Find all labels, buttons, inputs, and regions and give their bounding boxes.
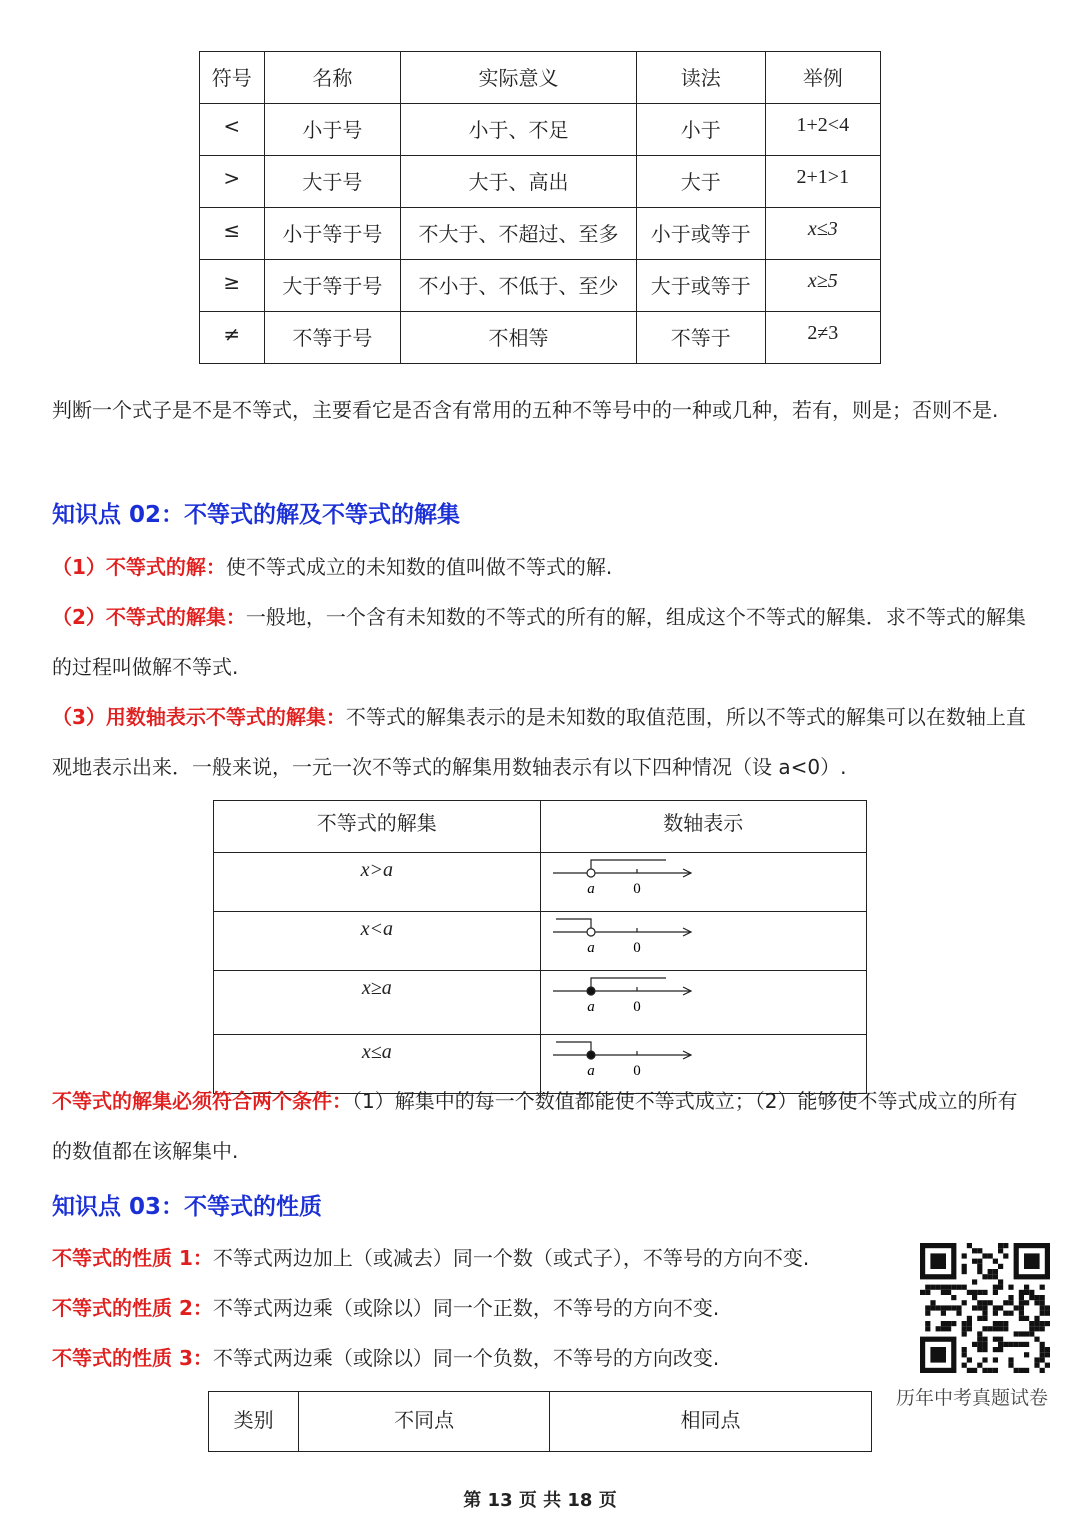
qr-module (1034, 1357, 1039, 1362)
axis-cell (540, 853, 866, 912)
qr-module (1034, 1321, 1039, 1326)
hollow-dot (587, 869, 595, 877)
qr-module (982, 1347, 987, 1352)
item-solution (52, 542, 1032, 592)
zero-label: 0 (632, 881, 641, 897)
qr-module (1008, 1300, 1013, 1305)
qr-module (962, 1347, 967, 1352)
qr-module (998, 1347, 1003, 1352)
table-cell: 1+2<4 (765, 104, 880, 156)
qr-module (977, 1363, 982, 1368)
qr-module (1003, 1300, 1008, 1305)
qr-module (1024, 1290, 1029, 1295)
qr-module (1034, 1326, 1039, 1331)
number-line-graphic (541, 971, 867, 1033)
qr-module (998, 1342, 1003, 1347)
qr-finder-core (930, 1347, 946, 1363)
qr-module (982, 1342, 987, 1347)
qr-module (1040, 1342, 1045, 1347)
item-solution-set (52, 592, 1032, 692)
table-row (200, 156, 881, 208)
qr-module (1024, 1316, 1029, 1321)
qr-module (925, 1321, 930, 1326)
qr-module (1045, 1352, 1050, 1357)
qr-module (941, 1321, 946, 1326)
number-line-table (213, 800, 867, 1094)
qr-module (1034, 1337, 1039, 1342)
qr-module (988, 1368, 993, 1373)
qr-module (972, 1290, 977, 1295)
qr-module (977, 1331, 982, 1336)
qr-module (982, 1253, 987, 1258)
zero-label: 0 (632, 940, 641, 956)
qr-module (988, 1253, 993, 1258)
qr-module (977, 1342, 982, 1347)
qr-module (993, 1337, 998, 1342)
qr-module (1019, 1331, 1024, 1336)
table-cell: > (200, 156, 265, 208)
qr-module (951, 1305, 956, 1310)
table-cell: ≠ (200, 312, 265, 364)
qr-module (1040, 1357, 1045, 1362)
table-cell: 大于 (636, 156, 765, 208)
qr-module (1024, 1331, 1029, 1336)
qr-module (930, 1300, 935, 1305)
conditions-label: 不等式的解集必须符合两个条件： (52, 1089, 352, 1113)
property-2 (52, 1283, 892, 1333)
qr-module (962, 1264, 967, 1269)
paragraph-inequality-definition: 判断一个式子是不是不等式，主要看它是否含有常用的五种不等号中的一种或几种，若有，则是；否则不是. (52, 398, 999, 422)
qr-module (993, 1347, 998, 1352)
qr-module (1024, 1352, 1029, 1357)
qr-module (1045, 1305, 1050, 1310)
table-cell: 不等于号 (264, 312, 401, 364)
table-cell: 小于、不足 (401, 104, 637, 156)
property-label: 不等式的性质 2： (52, 1296, 213, 1320)
qr-module (930, 1305, 935, 1310)
page-footer: 第 13 页 共 18 页 (463, 1490, 617, 1511)
qr-module (962, 1300, 967, 1305)
heading-knowledge-03: 知识点 03：不等式的性质 (52, 1194, 323, 1220)
qr-module (1003, 1253, 1008, 1258)
header-cell: 读法 (636, 52, 765, 104)
qr-module (977, 1269, 982, 1274)
qr-module (962, 1352, 967, 1357)
qr-module (972, 1295, 977, 1300)
solution-bracket (556, 1042, 591, 1055)
property-1 (52, 1233, 892, 1283)
qr-module (1019, 1342, 1024, 1347)
expr-cell: x<a (214, 912, 541, 971)
qr-module (967, 1316, 972, 1321)
qr-module (962, 1326, 967, 1331)
qr-module (993, 1305, 998, 1310)
qr-module (1045, 1311, 1050, 1316)
qr-module (1029, 1321, 1034, 1326)
property-text: 不等式两边乘（或除以）同一个正数，不等号的方向不变. (212, 1296, 720, 1320)
property-text: 不等式两边乘（或除以）同一个负数，不等号的方向改变. (212, 1346, 720, 1370)
qr-module (977, 1264, 982, 1269)
qr-module (956, 1285, 961, 1290)
qr-module (993, 1311, 998, 1316)
qr-module (1040, 1311, 1045, 1316)
qr-module (941, 1326, 946, 1331)
qr-module (1008, 1363, 1013, 1368)
a-label: a (586, 999, 595, 1015)
qr-module (936, 1305, 941, 1310)
qr-module (1019, 1305, 1024, 1310)
qr-module (1040, 1368, 1045, 1373)
header-cell: 不等式的解集 (214, 801, 541, 853)
qr-module (925, 1326, 930, 1331)
qr-module (1003, 1311, 1008, 1316)
qr-module (1003, 1243, 1008, 1248)
qr-module (941, 1290, 946, 1295)
qr-module (1040, 1295, 1045, 1300)
qr-module (993, 1290, 998, 1295)
table-cell: 小于 (636, 104, 765, 156)
qr-module (1029, 1295, 1034, 1300)
qr-module (962, 1331, 967, 1336)
a-label: a (586, 1063, 595, 1079)
expr-cell: x≤a (214, 1035, 541, 1094)
qr-module (1024, 1368, 1029, 1373)
qr-module (967, 1326, 972, 1331)
qr-module (1003, 1321, 1008, 1326)
expr-cell: x≥a (214, 971, 541, 1035)
table-cell: ≤ (200, 208, 265, 260)
qr-module (993, 1321, 998, 1326)
qr-module (977, 1290, 982, 1295)
table-cell: 不小于、不低于、至少 (401, 260, 637, 312)
table-cell: 不大于、不超过、至多 (401, 208, 637, 260)
conditions-paragraph (52, 1076, 1032, 1176)
table-cell: x≥5 (765, 260, 880, 312)
qr-module (977, 1347, 982, 1352)
table-row (200, 312, 881, 364)
table-cell: 不等于 (636, 312, 765, 364)
qr-module (982, 1337, 987, 1342)
header-cell: 名称 (264, 52, 401, 104)
qr-module (1034, 1363, 1039, 1368)
qr-module (967, 1368, 972, 1373)
table-cell: 不相等 (401, 312, 637, 364)
qr-module (1024, 1285, 1029, 1290)
qr-module (1040, 1305, 1045, 1310)
qr-module (1040, 1285, 1045, 1290)
expr-cell: x>a (214, 853, 541, 912)
table-cell: x≤3 (765, 208, 880, 260)
qr-module (972, 1342, 977, 1347)
table-cell: 小于或等于 (636, 208, 765, 260)
qr-module (956, 1305, 961, 1310)
qr-module (962, 1363, 967, 1368)
table-cell: ≥ (200, 260, 265, 312)
qr-module (993, 1368, 998, 1373)
table-header-row (209, 1392, 872, 1452)
qr-module (1008, 1357, 1013, 1362)
item-text: 不等式的解集表示的是未知数的取值范围，所以不等式的解集可以在数轴上直观地表示出来．一般来说，一元一次不等式的解集用数轴表示有以下四种情况（设 a<0）. (52, 705, 1026, 779)
table-cell: 2+1>1 (765, 156, 880, 208)
qr-module (1014, 1305, 1019, 1310)
zero-label: 0 (632, 999, 641, 1015)
qr-module (998, 1305, 1003, 1310)
qr-module (967, 1290, 972, 1295)
qr-module (946, 1285, 951, 1290)
qr-module (982, 1316, 987, 1321)
qr-module (1019, 1311, 1024, 1316)
qr-module (1040, 1352, 1045, 1357)
qr-module (982, 1274, 987, 1279)
qr-module (1040, 1321, 1045, 1326)
item-text: 使不等式成立的未知数的值叫做不等式的解. (225, 555, 613, 579)
hollow-dot (587, 928, 595, 936)
qr-module (993, 1357, 998, 1362)
qr-module (962, 1269, 967, 1274)
qr-module (988, 1274, 993, 1279)
qr-module (1034, 1316, 1039, 1321)
a-label: a (586, 881, 595, 897)
solution-bracket (591, 860, 666, 873)
qr-module (1019, 1295, 1024, 1300)
qr-module (998, 1285, 1003, 1290)
qr-module (972, 1305, 977, 1310)
qr-module (1008, 1342, 1013, 1347)
qr-module (967, 1243, 972, 1248)
qr-module (993, 1274, 998, 1279)
qr-module (1045, 1321, 1050, 1326)
solid-dot (587, 1051, 595, 1059)
qr-module (1029, 1331, 1034, 1336)
property-label: 不等式的性质 3： (52, 1346, 213, 1370)
qr-module (977, 1337, 982, 1342)
qr-module (977, 1300, 982, 1305)
a-label: a (586, 940, 595, 956)
qr-module (1040, 1300, 1045, 1305)
number-line-graphic (541, 912, 867, 969)
qr-module (941, 1311, 946, 1316)
qr-module (977, 1248, 982, 1253)
table-cell: 大于等于号 (264, 260, 401, 312)
qr-module (1008, 1311, 1013, 1316)
qr-module (925, 1311, 930, 1316)
qr-module (998, 1321, 1003, 1326)
qr-module (962, 1253, 967, 1258)
table-header-row (214, 801, 867, 853)
header-cell: 数轴表示 (540, 801, 866, 853)
qr-module (998, 1243, 1003, 1248)
qr-module (967, 1357, 972, 1362)
qr-module (1045, 1347, 1050, 1352)
qr-module (1003, 1326, 1008, 1331)
qr-module (946, 1321, 951, 1326)
qr-module (1034, 1295, 1039, 1300)
table-row (214, 853, 867, 912)
symbol-table (199, 51, 881, 364)
qr-module (1024, 1342, 1029, 1347)
table-cell: 大于或等于 (636, 260, 765, 312)
table-cell: < (200, 104, 265, 156)
qr-module (1029, 1290, 1034, 1295)
qr-code-icon[interactable] (920, 1243, 1050, 1373)
property-3 (52, 1333, 892, 1383)
conditions-text: （1）解集中的每一个数值都能使不等式成立；（2）能够使不等式成立的所有的数值都在该解集中. (52, 1089, 1018, 1163)
qr-module (962, 1321, 967, 1326)
qr-module (1034, 1300, 1039, 1305)
table-cell: 2≠3 (765, 312, 880, 364)
zero-label: 0 (632, 1063, 641, 1079)
qr-module (962, 1285, 967, 1290)
qr-module (946, 1305, 951, 1310)
qr-module (1014, 1331, 1019, 1336)
qr-module (951, 1295, 956, 1300)
qr-module (1008, 1285, 1013, 1290)
qr-module (972, 1248, 977, 1253)
qr-module (930, 1285, 935, 1290)
table-row (200, 104, 881, 156)
qr-module (1014, 1342, 1019, 1347)
table-row (214, 971, 867, 1035)
table-cell: 小于号 (264, 104, 401, 156)
qr-module (982, 1368, 987, 1373)
qr-module (972, 1368, 977, 1373)
number-line-graphic (541, 853, 867, 910)
table-cell: 大于、高出 (401, 156, 637, 208)
qr-module (998, 1279, 1003, 1284)
qr-caption: 历年中考真题试卷 (896, 1388, 1049, 1409)
item-label: （1）不等式的解： (52, 555, 226, 579)
qr-module (1019, 1290, 1024, 1295)
qr-module (988, 1300, 993, 1305)
qr-module (941, 1285, 946, 1290)
axis-cell (540, 912, 866, 971)
qr-module (993, 1269, 998, 1274)
qr-module (993, 1259, 998, 1264)
qr-module (982, 1305, 987, 1310)
qr-module (967, 1321, 972, 1326)
header-cell: 举例 (765, 52, 880, 104)
qr-module (941, 1305, 946, 1310)
qr-module (936, 1285, 941, 1290)
qr-module (936, 1326, 941, 1331)
header-cell: 不同点 (299, 1392, 550, 1452)
qr-module (1014, 1368, 1019, 1373)
qr-module (977, 1316, 982, 1321)
header-cell: 相同点 (550, 1392, 872, 1452)
qr-module (972, 1279, 977, 1284)
qr-module (998, 1248, 1003, 1253)
qr-module (998, 1264, 1003, 1269)
comparison-table (208, 1391, 872, 1452)
qr-module (946, 1326, 951, 1331)
property-label: 不等式的性质 1： (52, 1246, 213, 1270)
qr-module (920, 1290, 925, 1295)
qr-module (1040, 1347, 1045, 1352)
item-label: （2）不等式的解集： (52, 605, 246, 629)
qr-module (1029, 1326, 1034, 1331)
qr-module (972, 1259, 977, 1264)
qr-module (982, 1300, 987, 1305)
qr-module (1008, 1295, 1013, 1300)
qr-module (925, 1305, 930, 1310)
qr-module (951, 1321, 956, 1326)
table-cell: 大于号 (264, 156, 401, 208)
item-text: 一般地，一个含有未知数的不等式的所有的解，组成这个不等式的解集．求不等式的解集的过程叫做解不等式. (52, 605, 1026, 679)
solution-bracket (591, 978, 666, 991)
item-number-line (52, 692, 1032, 792)
table-row (200, 260, 881, 312)
qr-module (982, 1311, 987, 1316)
qr-module (988, 1326, 993, 1331)
header-cell: 符号 (200, 52, 265, 104)
qr-module (982, 1326, 987, 1331)
property-text: 不等式两边加上（或减去）同一个数（或式子），不等号的方向不变. (212, 1246, 810, 1270)
table-header-row (200, 52, 881, 104)
qr-module (1019, 1368, 1024, 1373)
solid-dot (587, 987, 595, 995)
qr-module (982, 1357, 987, 1362)
qr-module (998, 1337, 1003, 1342)
table-row (200, 208, 881, 260)
qr-module (998, 1326, 1003, 1331)
qr-module (1045, 1363, 1050, 1368)
qr-module (977, 1259, 982, 1264)
heading-knowledge-02: 知识点 02：不等式的解及不等式的解集 (52, 502, 461, 528)
header-cell: 实际意义 (401, 52, 637, 104)
solution-bracket (556, 919, 591, 932)
qr-finder-core (1024, 1253, 1040, 1269)
qr-module (977, 1305, 982, 1310)
item-label: （3）用数轴表示不等式的解集： (52, 705, 346, 729)
header-cell: 类别 (209, 1392, 299, 1452)
qr-module (951, 1285, 956, 1290)
qr-module (946, 1290, 951, 1295)
qr-module (982, 1290, 987, 1295)
qr-module (1024, 1300, 1029, 1305)
table-cell: 小于等于号 (264, 208, 401, 260)
qr-module (925, 1285, 930, 1290)
qr-module (1019, 1300, 1024, 1305)
qr-module (925, 1290, 930, 1295)
qr-module (1040, 1326, 1045, 1331)
qr-finder-core (930, 1253, 946, 1269)
qr-module (993, 1326, 998, 1331)
qr-module (993, 1285, 998, 1290)
axis-cell (540, 971, 866, 1035)
qr-module (956, 1311, 961, 1316)
qr-module (988, 1269, 993, 1274)
qr-module (1003, 1342, 1008, 1347)
qr-module (1019, 1316, 1024, 1321)
table-row (214, 912, 867, 971)
